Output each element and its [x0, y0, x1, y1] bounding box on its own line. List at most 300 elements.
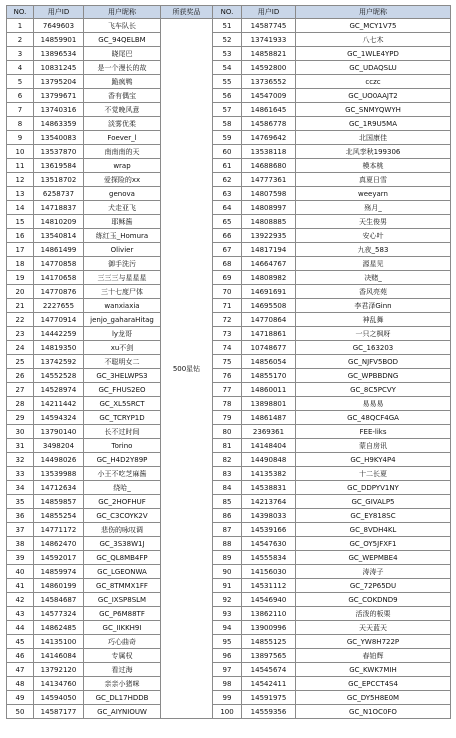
nickname-cell-right: cczc: [296, 75, 451, 89]
user-id-cell-left: 14862485: [34, 621, 84, 635]
no-cell-right: 70: [213, 285, 242, 299]
nickname-cell-right: GC_48QCF4GA: [296, 411, 451, 425]
user-id-cell-left: 14146084: [34, 649, 84, 663]
nickname-cell-right: 易易易: [296, 397, 451, 411]
no-cell-left: 23: [7, 327, 34, 341]
no-cell-right: 93: [213, 607, 242, 621]
nickname-cell-left: 淡雾优柔: [84, 117, 161, 131]
no-cell-left: 43: [7, 607, 34, 621]
no-cell-right: 76: [213, 369, 242, 383]
nickname-cell-right: GC_EY818SC: [296, 509, 451, 523]
no-cell-left: 19: [7, 271, 34, 285]
user-id-cell-right: 14559356: [242, 705, 296, 719]
nickname-cell-left: GC_QL8MB4FP: [84, 551, 161, 565]
table-row: [7, 593, 451, 607]
nickname-cell-right: 香风亮苑: [296, 285, 451, 299]
user-id-cell-right: 14861487: [242, 411, 296, 425]
nickname-cell-left: GC_2HOFHUF: [84, 495, 161, 509]
nickname-cell-right: GC_YW8H722P: [296, 635, 451, 649]
user-id-cell-right: 14148404: [242, 439, 296, 453]
user-id-cell-right: 10748677: [242, 341, 296, 355]
user-id-cell-left: 13792120: [34, 663, 84, 677]
nickname-cell-left: GC_AIYNIOUW: [84, 705, 161, 719]
user-id-cell-left: 14819350: [34, 341, 84, 355]
nickname-cell-right: GC_N1OC0FO: [296, 705, 451, 719]
nickname-cell-left: 小王不吃芝麻酱: [84, 467, 161, 481]
user-id-cell-left: 13540814: [34, 229, 84, 243]
header-user-id-right: 用户ID: [242, 6, 296, 19]
user-id-cell-left: 14170658: [34, 271, 84, 285]
user-id-cell-right: 14546940: [242, 593, 296, 607]
no-cell-left: 3: [7, 47, 34, 61]
user-id-cell-left: 14498026: [34, 453, 84, 467]
no-cell-right: 72: [213, 313, 242, 327]
no-cell-left: 46: [7, 649, 34, 663]
user-id-cell-right: 13741933: [242, 33, 296, 47]
no-cell-right: 69: [213, 271, 242, 285]
user-id-cell-left: 13896534: [34, 47, 84, 61]
user-id-cell-left: 14528974: [34, 383, 84, 397]
no-cell-right: 82: [213, 453, 242, 467]
user-id-cell-left: 3498204: [34, 439, 84, 453]
user-id-cell-left: 14594050: [34, 691, 84, 705]
table-row: [7, 537, 451, 551]
no-cell-right: 89: [213, 551, 242, 565]
nickname-cell-left: Torino: [84, 439, 161, 453]
table-row: [7, 341, 451, 355]
user-id-cell-right: 14398033: [242, 509, 296, 523]
user-id-cell-right: 14213764: [242, 495, 296, 509]
table-row: [7, 411, 451, 425]
no-cell-right: 80: [213, 425, 242, 439]
nickname-cell-right: GC_WEPMBE4: [296, 551, 451, 565]
nickname-cell-left: GC_P6M88TF: [84, 607, 161, 621]
user-id-cell-left: 13795204: [34, 75, 84, 89]
user-id-cell-right: 14688680: [242, 159, 296, 173]
no-cell-left: 32: [7, 453, 34, 467]
user-id-cell-left: 14712634: [34, 481, 84, 495]
no-cell-left: 22: [7, 313, 34, 327]
table-row: [7, 19, 451, 33]
user-id-cell-right: 14808885: [242, 215, 296, 229]
nickname-cell-left: GC_IXSP8SLM: [84, 593, 161, 607]
no-cell-right: 83: [213, 467, 242, 481]
nickname-cell-left: 专属权: [84, 649, 161, 663]
user-id-cell-left: 14770914: [34, 313, 84, 327]
nickname-cell-left: ly龙哥: [84, 327, 161, 341]
user-id-cell-left: 13740316: [34, 103, 84, 117]
nickname-cell-right: weeyarn: [296, 187, 451, 201]
nickname-cell-right: 真夏日雪: [296, 173, 451, 187]
user-id-cell-left: 14770876: [34, 285, 84, 299]
no-cell-right: 92: [213, 593, 242, 607]
no-cell-right: 95: [213, 635, 242, 649]
user-id-cell-right: 14808997: [242, 201, 296, 215]
nickname-cell-right: 神乱舞: [296, 313, 451, 327]
user-id-cell-right: 14587745: [242, 19, 296, 33]
no-cell-right: 65: [213, 215, 242, 229]
table-row: [7, 243, 451, 257]
nickname-cell-right: GC_1R9U5MA: [296, 117, 451, 131]
no-cell-right: 60: [213, 145, 242, 159]
table-row: [7, 355, 451, 369]
nickname-cell-right: 春铂辉: [296, 649, 451, 663]
user-id-cell-right: 14547009: [242, 89, 296, 103]
user-id-cell-right: 14664767: [242, 257, 296, 271]
nickname-cell-left: 爱探险的xx: [84, 173, 161, 187]
user-id-cell-right: 13862110: [242, 607, 296, 621]
nickname-cell-right: GC_DDPYV1NY: [296, 481, 451, 495]
user-id-cell-right: 14490848: [242, 453, 296, 467]
table-row: [7, 579, 451, 593]
table-row: [7, 215, 451, 229]
user-id-cell-right: 14808982: [242, 271, 296, 285]
user-id-cell-right: 14156030: [242, 565, 296, 579]
nickname-cell-left: GC_TCRYP1D: [84, 411, 161, 425]
nickname-cell-right: 殇月_: [296, 201, 451, 215]
nickname-cell-left: wanxiaxia: [84, 299, 161, 313]
no-cell-right: 64: [213, 201, 242, 215]
user-id-cell-right: 14539166: [242, 523, 296, 537]
table-row: [7, 467, 451, 481]
nickname-cell-right: GC_EPCCT4S4: [296, 677, 451, 691]
user-id-cell-right: 14770864: [242, 313, 296, 327]
no-cell-left: 41: [7, 579, 34, 593]
table-row: [7, 187, 451, 201]
no-cell-left: 16: [7, 229, 34, 243]
nickname-cell-left: 三三三与星星星: [84, 271, 161, 285]
nickname-cell-right: 一只之枫呀: [296, 327, 451, 341]
no-cell-right: 99: [213, 691, 242, 705]
user-id-cell-right: 14777361: [242, 173, 296, 187]
nickname-cell-left: 晓尾巴: [84, 47, 161, 61]
nickname-cell-right: 蒙自房讯: [296, 439, 451, 453]
no-cell-left: 9: [7, 131, 34, 145]
user-id-cell-right: 13538118: [242, 145, 296, 159]
no-cell-left: 36: [7, 509, 34, 523]
nickname-cell-right: GC_SNMYQWYH: [296, 103, 451, 117]
user-id-cell-left: 14442259: [34, 327, 84, 341]
table-row: [7, 131, 451, 145]
user-id-cell-left: 14577324: [34, 607, 84, 621]
nickname-cell-left: GC_C3COYK2V: [84, 509, 161, 523]
table-row: [7, 145, 451, 159]
user-id-cell-left: 13540083: [34, 131, 84, 145]
table-row: [7, 271, 451, 285]
nickname-cell-left: genova: [84, 187, 161, 201]
user-id-cell-right: 13900996: [242, 621, 296, 635]
user-id-cell-left: 14862470: [34, 537, 84, 551]
no-cell-left: 15: [7, 215, 34, 229]
user-id-cell-right: 14591975: [242, 691, 296, 705]
no-cell-right: 57: [213, 103, 242, 117]
no-cell-left: 29: [7, 411, 34, 425]
table-row: [7, 47, 451, 61]
nickname-cell-right: GC_H9KY4P4: [296, 453, 451, 467]
user-id-cell-right: 13898801: [242, 397, 296, 411]
table-row: [7, 201, 451, 215]
no-cell-right: 94: [213, 621, 242, 635]
no-cell-right: 87: [213, 523, 242, 537]
table-row: [7, 369, 451, 383]
user-id-cell-left: 2227655: [34, 299, 84, 313]
nickname-cell-left: 看过海: [84, 663, 161, 677]
no-cell-left: 14: [7, 201, 34, 215]
nickname-cell-right: 活泼的板栗: [296, 607, 451, 621]
nickname-cell-right: 决赌_: [296, 271, 451, 285]
nickname-cell-left: 是一个漫长的故: [84, 61, 161, 75]
table-row: [7, 705, 451, 719]
nickname-cell-right: GC_UDAQSLU: [296, 61, 451, 75]
no-cell-right: 59: [213, 131, 242, 145]
no-cell-right: 75: [213, 355, 242, 369]
nickname-cell-left: 香有偶宝: [84, 89, 161, 103]
table-row: [7, 327, 451, 341]
nickname-cell-right: GC_NJFV5BOD: [296, 355, 451, 369]
user-id-cell-right: 14718861: [242, 327, 296, 341]
no-cell-right: 86: [213, 509, 242, 523]
no-cell-left: 48: [7, 677, 34, 691]
no-cell-left: 31: [7, 439, 34, 453]
nickname-cell-right: GC_OY5JFXF1: [296, 537, 451, 551]
user-id-cell-right: 13922935: [242, 229, 296, 243]
user-id-cell-right: 14555834: [242, 551, 296, 565]
no-cell-right: 81: [213, 439, 242, 453]
user-id-cell-left: 13790140: [34, 425, 84, 439]
no-cell-left: 5: [7, 75, 34, 89]
no-cell-left: 25: [7, 355, 34, 369]
no-cell-right: 85: [213, 495, 242, 509]
no-cell-right: 74: [213, 341, 242, 355]
no-cell-right: 88: [213, 537, 242, 551]
user-id-cell-right: 14817194: [242, 243, 296, 257]
user-id-cell-right: 14860011: [242, 383, 296, 397]
nickname-cell-left: GC_XL5SRCT: [84, 397, 161, 411]
nickname-cell-right: GC_8C5PCVY: [296, 383, 451, 397]
table-row: [7, 453, 451, 467]
user-id-cell-left: 7649603: [34, 19, 84, 33]
no-cell-left: 42: [7, 593, 34, 607]
nickname-cell-right: 十二长夏: [296, 467, 451, 481]
no-cell-right: 56: [213, 89, 242, 103]
table-row: [7, 495, 451, 509]
nickname-cell-right: GC_MCY1V75: [296, 19, 451, 33]
table-row: [7, 677, 451, 691]
nickname-cell-left: GC_IIKKH9I: [84, 621, 161, 635]
user-id-cell-right: 14769642: [242, 131, 296, 145]
no-cell-left: 21: [7, 299, 34, 313]
user-id-cell-right: 14135382: [242, 467, 296, 481]
table-row: [7, 103, 451, 117]
nickname-cell-left: 跪疯鸭: [84, 75, 161, 89]
table-row: [7, 159, 451, 173]
nickname-cell-right: 安心叶: [296, 229, 451, 243]
header-prize: 所获奖品: [161, 6, 213, 19]
user-id-cell-right: 14545674: [242, 663, 296, 677]
prize-cell: 500星钻: [161, 19, 213, 719]
no-cell-right: 68: [213, 257, 242, 271]
no-cell-left: 24: [7, 341, 34, 355]
nickname-cell-left: 三十七度尸体: [84, 285, 161, 299]
user-id-cell-right: 14807598: [242, 187, 296, 201]
nickname-cell-right: 天生俊男: [296, 215, 451, 229]
nickname-cell-left: 耶稣酱: [84, 215, 161, 229]
nickname-cell-right: 李君泽Ginn: [296, 299, 451, 313]
nickname-cell-left: GC_94QELBM: [84, 33, 161, 47]
nickname-cell-left: Olivier: [84, 243, 161, 257]
no-cell-right: 91: [213, 579, 242, 593]
no-cell-right: 52: [213, 33, 242, 47]
nickname-cell-left: GC_H4D2Y89P: [84, 453, 161, 467]
no-cell-left: 28: [7, 397, 34, 411]
user-id-cell-left: 14718837: [34, 201, 84, 215]
header-nickname-left: 用户昵称: [84, 6, 161, 19]
nickname-cell-right: GC_GIVALP5: [296, 495, 451, 509]
no-cell-left: 17: [7, 243, 34, 257]
no-cell-right: 62: [213, 173, 242, 187]
no-cell-right: 51: [213, 19, 242, 33]
user-id-cell-right: 14592800: [242, 61, 296, 75]
no-cell-left: 7: [7, 103, 34, 117]
table-row: [7, 173, 451, 187]
nickname-cell-right: GC_COKDND9: [296, 593, 451, 607]
nickname-cell-left: 飞车队长: [84, 19, 161, 33]
header-no-left: NO.: [7, 6, 34, 19]
no-cell-right: 55: [213, 75, 242, 89]
header-user-id-left: 用户ID: [34, 6, 84, 19]
nickname-cell-left: 练红玉_Homura: [84, 229, 161, 243]
user-id-cell-right: 14855125: [242, 635, 296, 649]
no-cell-right: 73: [213, 327, 242, 341]
table-row: [7, 621, 451, 635]
nickname-cell-left: Foever_l: [84, 131, 161, 145]
table-row: [7, 649, 451, 663]
no-cell-left: 44: [7, 621, 34, 635]
user-id-cell-left: 14594324: [34, 411, 84, 425]
table-row: [7, 383, 451, 397]
no-cell-right: 58: [213, 117, 242, 131]
no-cell-left: 18: [7, 257, 34, 271]
no-cell-right: 90: [213, 565, 242, 579]
user-id-cell-left: 14135100: [34, 635, 84, 649]
header-nickname-right: 用户昵称: [296, 6, 451, 19]
no-cell-left: 35: [7, 495, 34, 509]
user-id-cell-left: 13537870: [34, 145, 84, 159]
user-id-cell-right: 14856054: [242, 355, 296, 369]
nickname-cell-right: GC_UO0AAJT2: [296, 89, 451, 103]
no-cell-left: 8: [7, 117, 34, 131]
nickname-cell-right: 天天蓝天: [296, 621, 451, 635]
no-cell-left: 4: [7, 61, 34, 75]
no-cell-left: 33: [7, 467, 34, 481]
nickname-cell-left: 不聪明女二: [84, 355, 161, 369]
user-id-cell-right: 14861645: [242, 103, 296, 117]
user-id-cell-left: 14584687: [34, 593, 84, 607]
no-cell-left: 34: [7, 481, 34, 495]
nickname-cell-left: GC_LGEONWA: [84, 565, 161, 579]
nickname-cell-right: GC_8VDH4KL: [296, 523, 451, 537]
no-cell-right: 71: [213, 299, 242, 313]
no-cell-right: 63: [213, 187, 242, 201]
no-cell-right: 67: [213, 243, 242, 257]
nickname-cell-right: GC_KWK7MIH: [296, 663, 451, 677]
nickname-cell-right: 北风孪秋199306: [296, 145, 451, 159]
table-row: [7, 551, 451, 565]
table-row: [7, 439, 451, 453]
winners-table: [6, 5, 451, 719]
table-row: [7, 663, 451, 677]
table-row: [7, 425, 451, 439]
no-cell-left: 37: [7, 523, 34, 537]
nickname-cell-right: 北国康佳: [296, 131, 451, 145]
table-row: [7, 299, 451, 313]
nickname-cell-left: 不觉晚风意: [84, 103, 161, 117]
table-row: [7, 229, 451, 243]
no-cell-left: 13: [7, 187, 34, 201]
nickname-cell-right: GC_DY5H8E0M: [296, 691, 451, 705]
no-cell-right: 100: [213, 705, 242, 719]
user-id-cell-left: 14859857: [34, 495, 84, 509]
no-cell-left: 10: [7, 145, 34, 159]
nickname-cell-left: GC_8TMMX1FF: [84, 579, 161, 593]
no-cell-right: 53: [213, 47, 242, 61]
no-cell-left: 49: [7, 691, 34, 705]
nickname-cell-right: 模本桃: [296, 159, 451, 173]
table-row: [7, 285, 451, 299]
user-id-cell-left: 14810209: [34, 215, 84, 229]
nickname-cell-left: 亲亲小猪咪: [84, 677, 161, 691]
user-id-cell-left: 14860199: [34, 579, 84, 593]
no-cell-right: 98: [213, 677, 242, 691]
user-id-cell-right: 14695508: [242, 299, 296, 313]
header-row: [7, 6, 451, 19]
no-cell-right: 96: [213, 649, 242, 663]
no-cell-left: 50: [7, 705, 34, 719]
nickname-cell-left: 犬走亚飞: [84, 201, 161, 215]
nickname-cell-left: xu不剑: [84, 341, 161, 355]
user-id-cell-left: 13619584: [34, 159, 84, 173]
no-cell-right: 84: [213, 481, 242, 495]
no-cell-left: 27: [7, 383, 34, 397]
user-id-cell-right: 14691691: [242, 285, 296, 299]
nickname-cell-left: 绕哈_: [84, 481, 161, 495]
user-id-cell-right: 14542411: [242, 677, 296, 691]
no-cell-left: 30: [7, 425, 34, 439]
no-cell-right: 61: [213, 159, 242, 173]
no-cell-right: 77: [213, 383, 242, 397]
table-row: [7, 75, 451, 89]
table-row: [7, 509, 451, 523]
nickname-cell-right: FEE-liks: [296, 425, 451, 439]
no-cell-right: 79: [213, 411, 242, 425]
user-id-cell-left: 14770858: [34, 257, 84, 271]
nickname-cell-left: GC_3S38W1J: [84, 537, 161, 551]
user-id-cell-right: 14858821: [242, 47, 296, 61]
nickname-cell-left: GC_DL17HDDB: [84, 691, 161, 705]
nickname-cell-left: 长不过时间: [84, 425, 161, 439]
user-id-cell-left: 14859974: [34, 565, 84, 579]
user-id-cell-left: 14552528: [34, 369, 84, 383]
nickname-cell-left: 巧心曲奇: [84, 635, 161, 649]
no-cell-left: 38: [7, 537, 34, 551]
table-row: [7, 313, 451, 327]
nickname-cell-right: 涛涛子: [296, 565, 451, 579]
nickname-cell-right: 八七木: [296, 33, 451, 47]
nickname-cell-right: GC_WPBBDNG: [296, 369, 451, 383]
header-no-right: NO.: [213, 6, 242, 19]
nickname-cell-right: GC_72P65DU: [296, 579, 451, 593]
user-id-cell-right: 13736552: [242, 75, 296, 89]
